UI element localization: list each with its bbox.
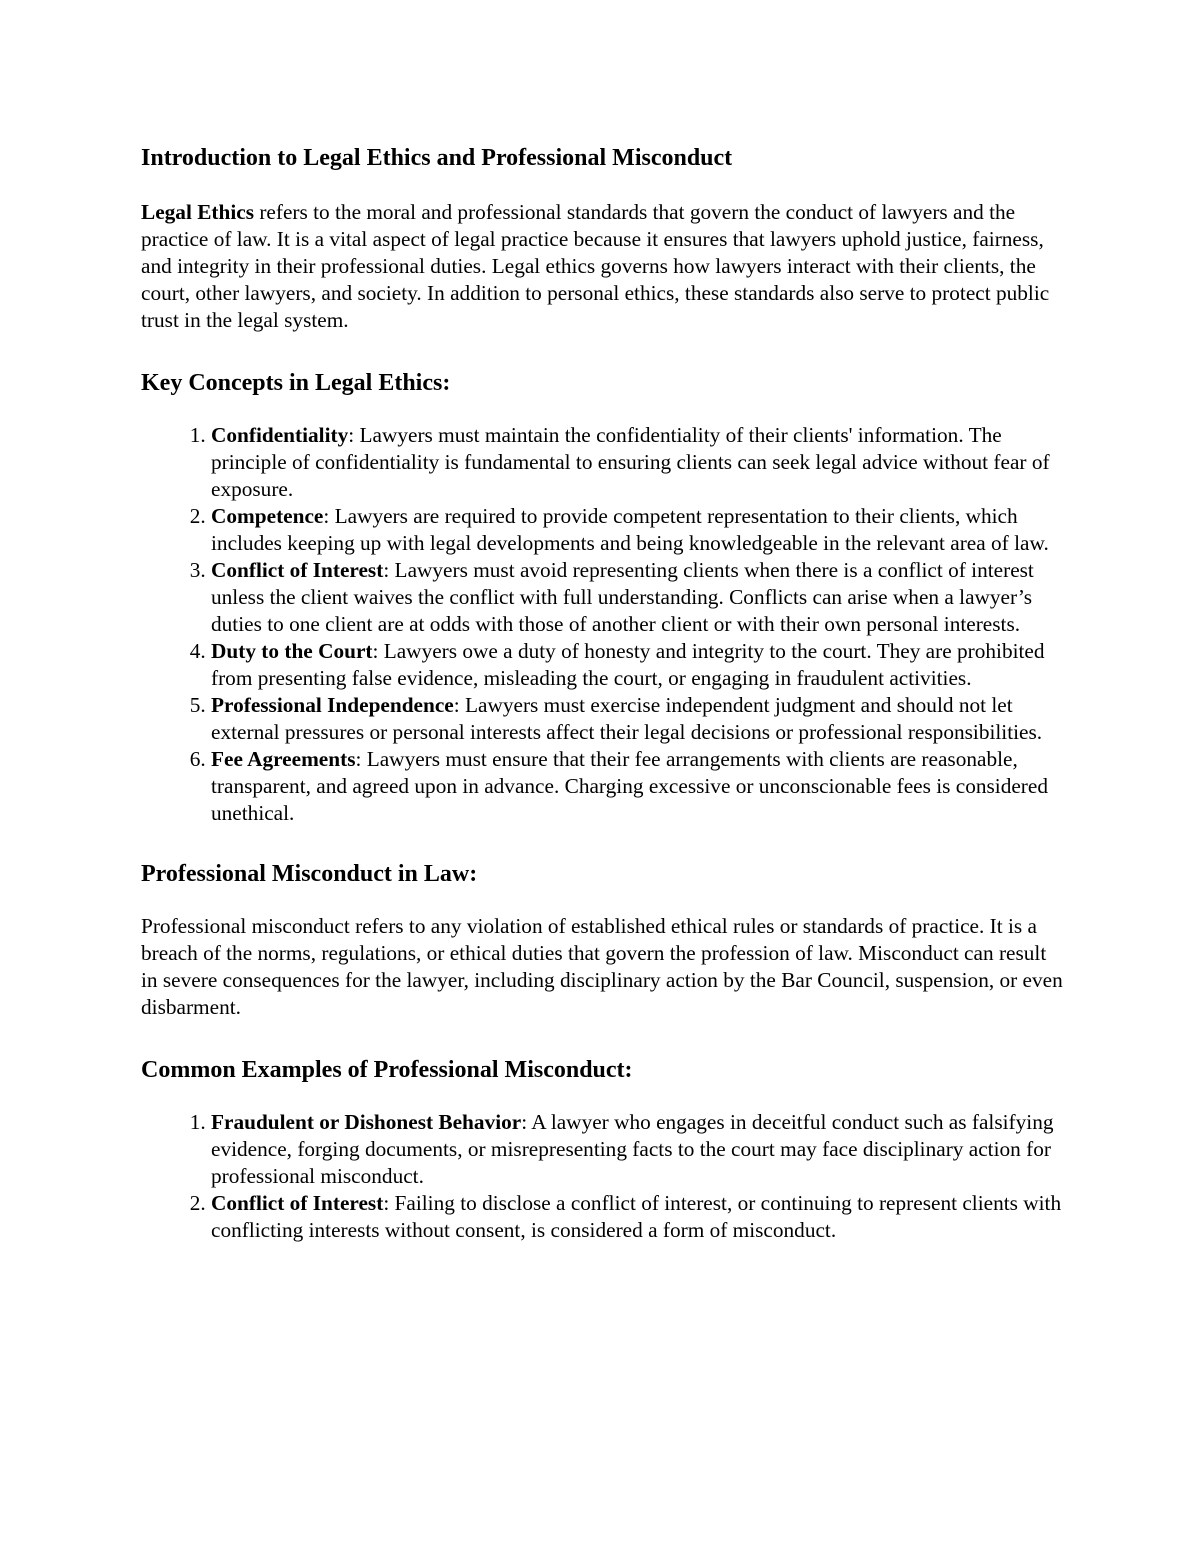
list-item (211, 503, 1066, 557)
document-page (141, 143, 1066, 1276)
key-concepts-list (141, 422, 1066, 827)
list-item (211, 1109, 1066, 1190)
list-item-text: : Lawyers must avoid representing clients when there is a conflict of interest unless the client waives the conflict with full understanding. Conflicts can arise when a lawyer’s duties to one client are at odds with those of another client or with their own personal interests. (211, 558, 1034, 636)
list-item (211, 557, 1066, 638)
list-item-text: : Lawyers are required to provide competent representation to their clients, which includes keeping up with legal developments and being knowledgeable in the relevant area of law. (211, 504, 1049, 555)
list-item-term: Confidentiality (211, 423, 349, 447)
intro-paragraph (141, 199, 1066, 334)
list-item-term: Professional Independence (211, 693, 454, 717)
list-item (211, 746, 1066, 827)
list-item (211, 1190, 1066, 1244)
list-item (211, 422, 1066, 503)
list-item-term: Conflict of Interest (211, 558, 384, 582)
list-item-text: : Lawyers must ensure that their fee arrangements with clients are reasonable, transparent, and agreed upon in advance. Charging excessive or unconscionable fees is considered unethical. (211, 747, 1048, 825)
intro-term: Legal Ethics (141, 200, 254, 224)
page-title: Introduction to Legal Ethics and Professional Misconduct (141, 145, 733, 171)
list-item-text: : Lawyers must maintain the confidentiality of their clients' information. The principle of confidentiality is fundamental to ensuring clients can seek legal advice without fear of exposure. (211, 423, 1050, 501)
list-item-text: : A lawyer who engages in deceitful conduct such as falsifying evidence, forging documents, or misrepresenting facts to the court may face disciplinary action for professional misconduct. (211, 1110, 1054, 1188)
list-item-text: : Lawyers owe a duty of honesty and integrity to the court. They are prohibited from presenting false evidence, misleading the court, or engaging in fraudulent activities. (211, 639, 1045, 690)
list-item-term: Duty to the Court (211, 639, 373, 663)
examples-heading: Common Examples of Professional Misconduct: (141, 1057, 633, 1083)
list-item-term: Conflict of Interest (211, 1191, 384, 1215)
examples-list (141, 1109, 1066, 1244)
intro-text: refers to the moral and professional standards that govern the conduct of lawyers and the practice of law. It is a vital aspect of legal practice because it ensures that lawyers uphold justice, fairness, and integrity in their professional duties. Legal ethics governs how lawyers interact with their clients, the court, other lawyers, and society. In addition to personal ethics, these standards also serve to protect public trust in the legal system. (141, 200, 1050, 332)
key-concepts-heading: Key Concepts in Legal Ethics: (141, 370, 451, 396)
list-item-text: : Failing to disclose a conflict of interest, or continuing to represent clients with conflicting interests without consent, is considered a form of misconduct. (211, 1191, 1062, 1242)
list-item-term: Fee Agreements (211, 747, 356, 771)
misconduct-heading: Professional Misconduct in Law: (141, 861, 478, 887)
list-item-text: : Lawyers must exercise independent judgment and should not let external pressures or personal interests affect their legal decisions or professional responsibilities. (211, 693, 1043, 744)
list-item (211, 638, 1066, 692)
misconduct-paragraph: Professional misconduct refers to any violation of established ethical rules or standards of practice. It is a breach of the norms, regulations, or ethical duties that govern the profession of law. Misconduct can result in severe consequences for the lawyer, including disciplinary action by the Bar Council, suspension, or even disbarment. (141, 914, 1063, 1019)
list-item (211, 692, 1066, 746)
list-item-term: Competence (211, 504, 324, 528)
list-item-term: Fraudulent or Dishonest Behavior (211, 1110, 522, 1134)
